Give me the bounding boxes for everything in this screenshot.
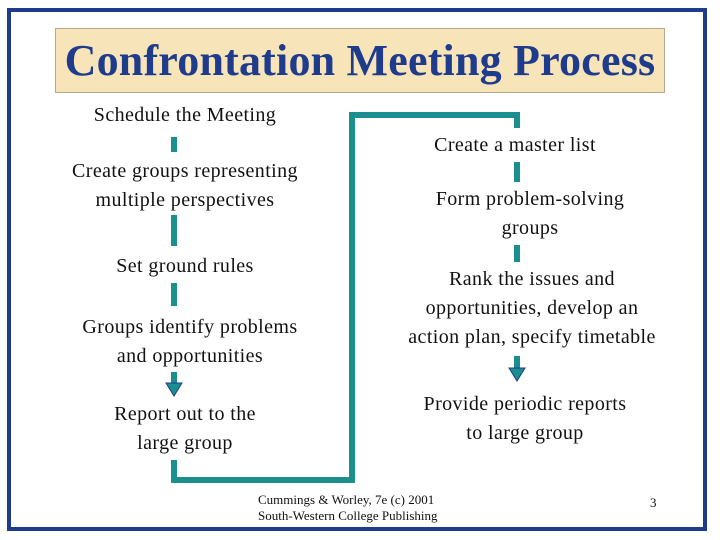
slide-title: Confrontation Meeting Process [64, 36, 656, 85]
step-identify-problems: Groups identify problems and opportunities [82, 316, 298, 367]
step-set-ground-rules: Set ground rules [116, 255, 254, 277]
step-periodic-reports: Provide periodic reports to large group [423, 393, 627, 444]
step-schedule-meeting: Schedule the Meeting [93, 104, 277, 126]
step-master-list: Create a master list [434, 134, 596, 156]
step-problem-solving-groups: Form problem-solving groups [435, 188, 625, 239]
step-rank-issues: Rank the issues and opportunities, develop an action plan, specify timetable [408, 268, 656, 348]
step-create-groups: Create groups representing multiple perspectives [72, 160, 298, 211]
arrow-left-report [166, 383, 182, 396]
footer-citation [258, 492, 480, 528]
arrow-right-provide [509, 368, 525, 381]
step-report-out: Report out to the large group [114, 403, 256, 454]
citation-line-2: South-Western College Publishing [258, 508, 438, 523]
page-number: 3 [650, 495, 657, 510]
citation-line-1: Cummings & Worley, 7e (c) 2001 [258, 492, 435, 507]
